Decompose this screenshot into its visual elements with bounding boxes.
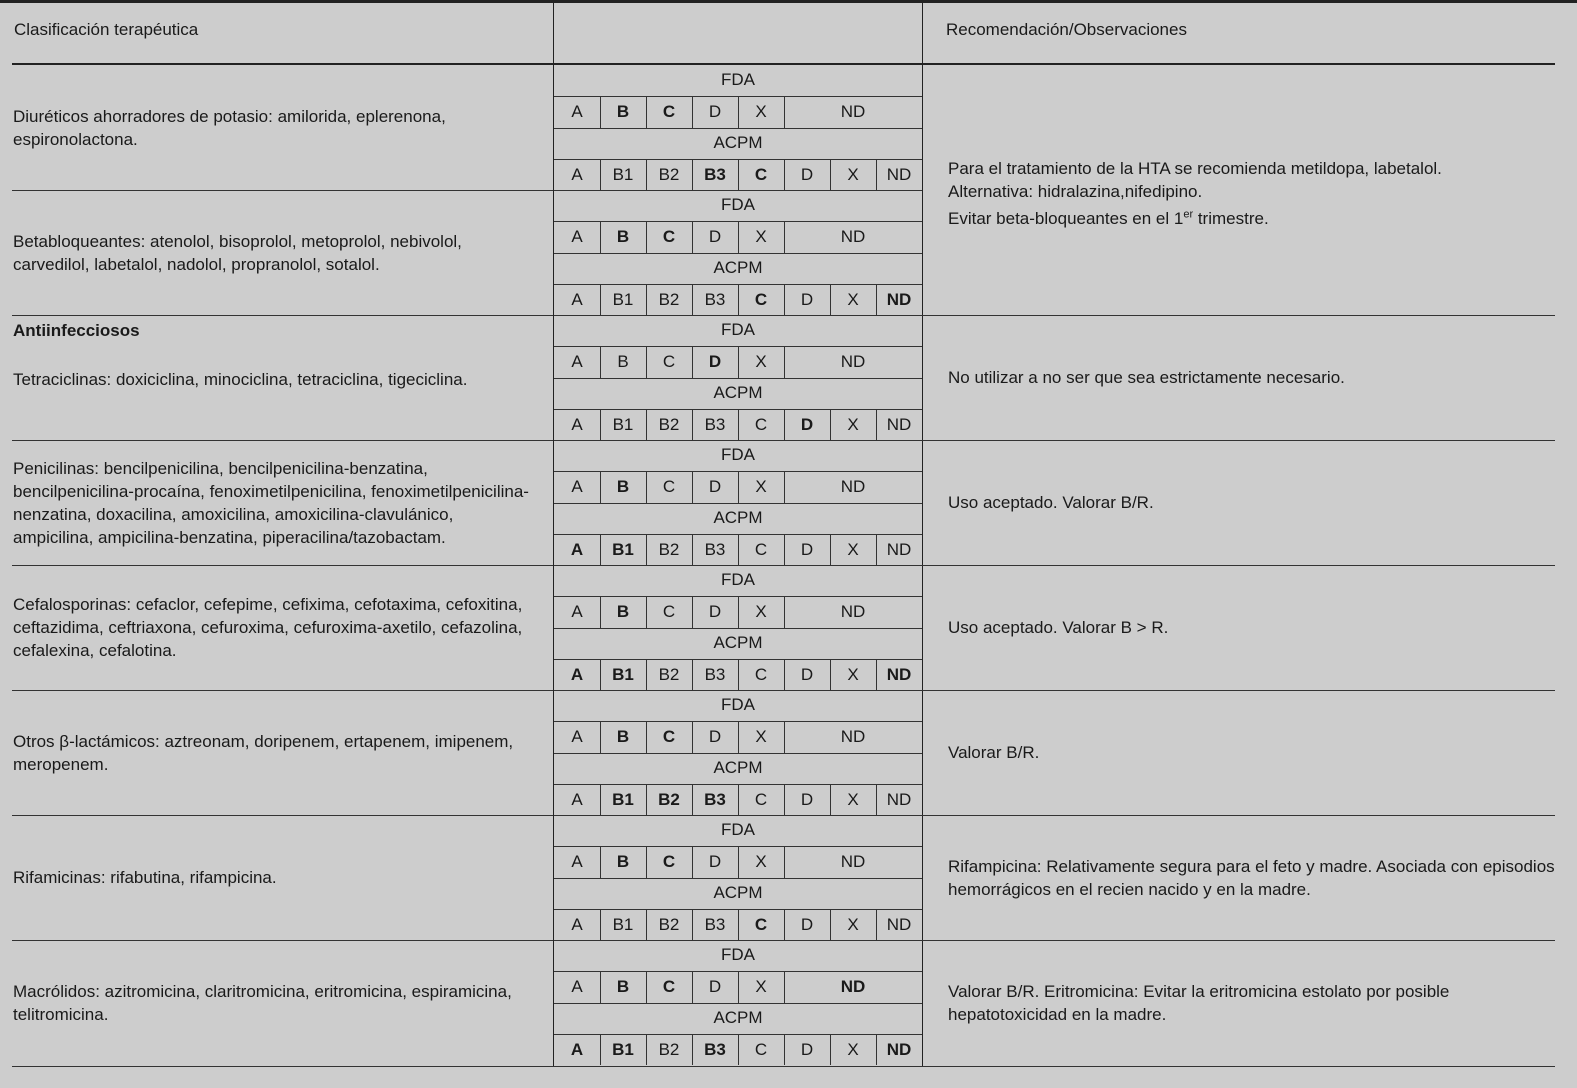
acpm-label: ACPM <box>713 383 763 402</box>
grid-line <box>830 284 831 315</box>
grid-line <box>692 971 693 1003</box>
pregnancy-category-grid <box>554 690 922 815</box>
acpm-category-cell: X <box>847 540 859 559</box>
fda-category-cell: X <box>755 977 767 996</box>
recommendation-text: Rifampicina: Relativamente segura para el feto y madre. Asociada con episodios hemorrágicos en el recien nacido y en la madre. <box>948 857 1555 899</box>
fda-category-cell: C <box>662 477 676 496</box>
grid-line <box>784 409 785 440</box>
acpm-category-cell: B2 <box>658 1040 680 1059</box>
acpm-category-cell: B3 <box>704 665 726 684</box>
pregnancy-category-grid <box>554 565 922 690</box>
acpm-category-cell: X <box>847 165 859 184</box>
grid-line <box>738 721 739 753</box>
table-row <box>0 315 1577 440</box>
grid-line <box>784 784 785 815</box>
acpm-category-cell: B1 <box>612 540 634 559</box>
grid-line <box>646 96 647 128</box>
grid-line <box>784 221 785 253</box>
grid-line <box>692 471 693 503</box>
fda-category-cell: X <box>755 727 767 746</box>
fda-label: FDA <box>721 695 755 714</box>
table-row <box>0 940 1577 1065</box>
grid-line <box>876 784 877 815</box>
grid-line <box>692 346 693 378</box>
fda-category-cell: A <box>571 727 583 746</box>
acpm-category-cell: X <box>847 915 859 934</box>
grid-line <box>554 253 922 254</box>
recommendation-text: Valorar B/R. Eritromicina: Evitar la eritromicina estolato por posible hepatotoxicidad en la madre. <box>948 982 1450 1024</box>
drug-classification-text: Penicilinas: bencilpenicilina, bencilpenicilina-benzatina, bencilpenicilina-procaína, fenoximetilpenicilina, fenoximetilpenicilina- nenzatina, doxacilina, amoxicilina, amoxicilina-clavulánico, ampicilina, ampicilina-benzatina, piperacilina/tazobactam. <box>13 459 529 547</box>
grid-line <box>692 159 693 190</box>
table-row <box>0 690 1577 815</box>
grid-line <box>784 659 785 690</box>
recommendation-text: Uso aceptado. Valorar B/R. <box>948 493 1154 512</box>
acpm-category-cell: ND <box>886 415 912 434</box>
grid-line <box>600 1034 601 1065</box>
acpm-category-cell: B2 <box>658 915 680 934</box>
fda-category-cell: C <box>662 977 676 996</box>
recommendation-text: No utilizar a no ser que sea estrictamente necesario. <box>948 368 1345 387</box>
acpm-category-cell: A <box>571 415 583 434</box>
grid-line <box>784 471 785 503</box>
fda-label: FDA <box>721 320 755 339</box>
fda-label: FDA <box>721 445 755 464</box>
pregnancy-category-grid <box>554 315 922 440</box>
fda-category-cell: X <box>755 602 767 621</box>
fda-category-cell: D <box>708 977 722 996</box>
fda-category-cell: ND <box>840 227 866 246</box>
grid-line <box>876 409 877 440</box>
grid-line <box>738 909 739 940</box>
grid-line <box>600 159 601 190</box>
acpm-category-cell: D <box>800 540 814 559</box>
acpm-category-cell: ND <box>886 290 912 309</box>
grid-line <box>784 346 785 378</box>
fda-category-cell: C <box>662 352 676 371</box>
acpm-category-cell: B3 <box>704 290 726 309</box>
grid-line <box>600 534 601 565</box>
grid-line <box>784 596 785 628</box>
grid-line <box>600 221 601 253</box>
acpm-category-cell: A <box>570 1040 584 1059</box>
grid-line <box>646 221 647 253</box>
grid-line <box>784 159 785 190</box>
acpm-category-cell: B1 <box>612 790 634 809</box>
grid-line <box>692 1034 693 1065</box>
acpm-category-cell: B2 <box>658 665 680 684</box>
fda-category-cell: D <box>708 727 722 746</box>
acpm-label: ACPM <box>713 633 763 652</box>
acpm-category-cell: A <box>571 165 583 184</box>
table-row <box>0 565 1577 690</box>
recom-htn-line3: Evitar beta-bloqueantes en el 1er trimestre. <box>948 208 1269 228</box>
acpm-category-cell: B3 <box>704 790 726 809</box>
grid-line <box>646 659 647 690</box>
acpm-category-cell: ND <box>886 790 912 809</box>
acpm-category-cell: D <box>800 665 814 684</box>
grid-line <box>646 346 647 378</box>
fda-category-cell: B <box>616 977 630 996</box>
acpm-category-cell: A <box>571 915 583 934</box>
grid-line <box>646 1034 647 1065</box>
grid-line <box>738 471 739 503</box>
grid-line <box>784 909 785 940</box>
grid-line <box>646 846 647 878</box>
acpm-category-cell: B2 <box>658 415 680 434</box>
acpm-category-cell: B1 <box>612 165 634 184</box>
header-recomendacion: Recomendación/Observaciones <box>946 20 1187 39</box>
acpm-category-cell: D <box>800 915 814 934</box>
recom-htn-line2: Alternativa: hidralazina,nifedipino. <box>948 182 1203 201</box>
grid-line <box>784 721 785 753</box>
drug-classification-text: Tetraciclinas: doxiciclina, minociclina, tetraciclina, tigeciclina. <box>13 370 468 389</box>
acpm-category-cell: B1 <box>612 290 634 309</box>
fda-label: FDA <box>721 570 755 589</box>
grid-line <box>646 284 647 315</box>
fda-category-cell: X <box>755 852 767 871</box>
grid-line <box>738 596 739 628</box>
fda-category-cell: ND <box>840 852 866 871</box>
acpm-category-cell: ND <box>886 1040 912 1059</box>
grid-line <box>692 221 693 253</box>
grid-line <box>830 409 831 440</box>
grid-line <box>554 128 922 129</box>
acpm-category-cell: B1 <box>612 415 634 434</box>
grid-line <box>738 221 739 253</box>
fda-category-cell: ND <box>840 477 866 496</box>
grid-line <box>646 909 647 940</box>
drug-classification-text: Otros β-lactámicos: aztreonam, doripenem, ertapenem, imipenem, meropenem. <box>13 732 514 774</box>
fda-category-cell: ND <box>840 352 866 371</box>
grid-line <box>692 909 693 940</box>
acpm-category-cell: B1 <box>612 915 634 934</box>
grid-line <box>738 971 739 1003</box>
grid-line <box>646 409 647 440</box>
fda-category-cell: B <box>616 102 630 121</box>
fda-category-cell: A <box>571 102 583 121</box>
fda-label: FDA <box>721 820 755 839</box>
grid-line <box>784 534 785 565</box>
grid-line <box>554 753 922 754</box>
drug-classification-text: Diuréticos ahorradores de potasio: amilorida, eplerenona, espironolactona. <box>13 107 446 149</box>
acpm-category-cell: D <box>800 290 814 309</box>
grid-line <box>554 503 922 504</box>
acpm-category-cell: D <box>800 790 814 809</box>
grid-line <box>600 596 601 628</box>
grid-line <box>646 596 647 628</box>
fda-category-cell: ND <box>840 102 866 121</box>
fda-category-cell: ND <box>840 977 866 996</box>
grid-line <box>738 846 739 878</box>
drug-classification-text: Macrólidos: azitromicina, claritromicina, eritromicina, espiramicina, telitromicina. <box>13 982 512 1024</box>
fda-category-cell: X <box>755 477 767 496</box>
acpm-category-cell: B1 <box>612 665 634 684</box>
acpm-category-cell: D <box>800 165 814 184</box>
grid-line <box>738 659 739 690</box>
fda-category-cell: X <box>755 227 767 246</box>
fda-category-cell: D <box>708 352 722 371</box>
grid-line <box>830 659 831 690</box>
grid-line <box>646 471 647 503</box>
acpm-category-cell: A <box>571 290 583 309</box>
grid-line <box>876 1034 877 1065</box>
acpm-category-cell: B3 <box>704 1040 726 1059</box>
table-top-rule <box>0 0 1577 3</box>
acpm-category-cell: C <box>754 165 768 184</box>
acpm-category-cell: C <box>754 415 768 434</box>
grid-line <box>738 284 739 315</box>
pregnancy-category-grid <box>554 440 922 565</box>
acpm-category-cell: C <box>754 915 768 934</box>
grid-line <box>738 1034 739 1065</box>
recommendation-htn <box>948 157 1558 230</box>
fda-label: FDA <box>721 195 755 214</box>
acpm-category-cell: ND <box>886 665 912 684</box>
grid-line <box>784 1034 785 1065</box>
acpm-category-cell: B2 <box>658 790 680 809</box>
acpm-category-cell: C <box>754 665 768 684</box>
acpm-category-cell: B2 <box>658 540 680 559</box>
acpm-category-cell: B3 <box>704 915 726 934</box>
grid-line <box>646 784 647 815</box>
pregnancy-category-grid <box>554 815 922 940</box>
table-row <box>0 440 1577 565</box>
fda-category-cell: A <box>571 352 583 371</box>
acpm-category-cell: ND <box>886 165 912 184</box>
grid-line <box>692 596 693 628</box>
grid-line <box>830 159 831 190</box>
fda-category-cell: B <box>616 852 630 871</box>
grid-line <box>738 346 739 378</box>
grid-line <box>830 1034 831 1065</box>
grid-line <box>692 284 693 315</box>
grid-line <box>692 409 693 440</box>
drug-classification-text: Cefalosporinas: cefaclor, cefepime, cefixima, cefotaxima, cefoxitina, ceftazidima, ceftriaxona, cefuroxima, cefuroxima-axetilo, cefazolina, cefalexina, cefalotina. <box>13 595 523 660</box>
fda-label: FDA <box>721 945 755 964</box>
acpm-category-cell: ND <box>886 915 912 934</box>
grid-line <box>646 159 647 190</box>
acpm-category-cell: C <box>754 290 768 309</box>
recommendation-text: Valorar B/R. <box>948 743 1040 762</box>
fda-category-cell: X <box>755 352 767 371</box>
acpm-category-cell: B2 <box>658 165 680 184</box>
fda-category-cell: C <box>662 602 676 621</box>
acpm-label: ACPM <box>713 758 763 777</box>
grid-line <box>600 346 601 378</box>
grid-line <box>554 378 922 379</box>
grid-line <box>830 534 831 565</box>
acpm-category-cell: X <box>847 790 859 809</box>
fda-category-cell: A <box>571 977 583 996</box>
recommendation-text: Uso aceptado. Valorar B > R. <box>948 618 1169 637</box>
grid-line <box>600 971 601 1003</box>
fda-category-cell: D <box>708 102 722 121</box>
grid-line <box>600 409 601 440</box>
pregnancy-category-grid <box>554 940 922 1065</box>
grid-line <box>784 846 785 878</box>
drug-classification-text: Betabloqueantes: atenolol, bisoprolol, metoprolol, nebivolol, carvedilol, labetalol, nadolol, propranolol, sotalol. <box>13 232 462 274</box>
recom-htn-line1: Para el tratamiento de la HTA se recomienda metildopa, labetalol. <box>948 159 1442 178</box>
fda-category-cell: C <box>662 727 676 746</box>
grid-line <box>738 534 739 565</box>
acpm-category-cell: X <box>847 1040 859 1059</box>
grid-line <box>692 721 693 753</box>
grid-line <box>692 659 693 690</box>
acpm-category-cell: B3 <box>704 415 726 434</box>
grid-line <box>600 846 601 878</box>
acpm-label: ACPM <box>713 883 763 902</box>
grid-line <box>646 534 647 565</box>
fda-category-cell: X <box>755 102 767 121</box>
grid-line <box>830 909 831 940</box>
fda-category-cell: B <box>616 227 630 246</box>
grid-line <box>738 159 739 190</box>
header-clasificacion: Clasificación terapéutica <box>14 20 199 39</box>
pregnancy-category-grid <box>554 65 922 190</box>
fda-category-cell: ND <box>840 602 866 621</box>
grid-line <box>738 96 739 128</box>
fda-category-cell: C <box>662 102 676 121</box>
acpm-label: ACPM <box>713 508 763 527</box>
grid-line <box>600 284 601 315</box>
acpm-category-cell: A <box>570 540 584 559</box>
fda-label: FDA <box>721 70 755 89</box>
acpm-category-cell: B3 <box>704 540 726 559</box>
grid-line <box>876 534 877 565</box>
grid-line <box>600 909 601 940</box>
grid-line <box>692 96 693 128</box>
acpm-category-cell: ND <box>886 540 912 559</box>
fda-category-cell: B <box>617 352 629 371</box>
grid-line <box>554 878 922 879</box>
acpm-category-cell: X <box>847 665 859 684</box>
fda-category-cell: D <box>708 477 722 496</box>
drug-classification-text: Rifamicinas: rifabutina, rifampicina. <box>13 868 277 887</box>
fda-category-cell: B <box>616 602 630 621</box>
acpm-category-cell: X <box>847 415 859 434</box>
fda-category-cell: A <box>571 602 583 621</box>
acpm-category-cell: A <box>570 665 584 684</box>
grid-line <box>554 628 922 629</box>
acpm-label: ACPM <box>713 258 763 277</box>
grid-line <box>646 721 647 753</box>
fda-category-cell: D <box>708 602 722 621</box>
acpm-category-cell: C <box>754 790 768 809</box>
fda-category-cell: D <box>708 852 722 871</box>
fda-category-cell: C <box>662 227 676 246</box>
grid-line <box>554 1003 922 1004</box>
grid-line <box>830 784 831 815</box>
acpm-category-cell: B3 <box>704 165 726 184</box>
acpm-category-cell: D <box>800 415 814 434</box>
grid-line <box>738 409 739 440</box>
grid-line <box>692 846 693 878</box>
acpm-category-cell: C <box>754 1040 768 1059</box>
fda-category-cell: D <box>708 227 722 246</box>
pregnancy-category-grid <box>554 190 922 315</box>
grid-line <box>646 971 647 1003</box>
grid-line <box>784 971 785 1003</box>
acpm-category-cell: C <box>754 540 768 559</box>
acpm-label: ACPM <box>713 1008 763 1027</box>
acpm-category-cell: X <box>847 290 859 309</box>
fda-category-cell: ND <box>840 727 866 746</box>
grid-line <box>600 471 601 503</box>
grid-line <box>784 96 785 128</box>
acpm-category-cell: D <box>800 1040 814 1059</box>
grid-line <box>876 284 877 315</box>
fda-category-cell: B <box>616 727 630 746</box>
grid-line <box>876 659 877 690</box>
grid-line <box>600 721 601 753</box>
grid-line <box>692 784 693 815</box>
table-row <box>0 815 1577 940</box>
acpm-category-cell: B1 <box>612 1040 634 1059</box>
grid-line <box>600 784 601 815</box>
grid-line <box>876 909 877 940</box>
grid-line <box>600 659 601 690</box>
fda-category-cell: B <box>616 477 630 496</box>
grid-line <box>692 534 693 565</box>
section-title: Antiinfecciosos <box>13 321 140 340</box>
acpm-label: ACPM <box>713 133 763 152</box>
fda-category-cell: A <box>571 227 583 246</box>
acpm-category-cell: A <box>571 790 583 809</box>
table-bottom-rule <box>12 1066 1555 1067</box>
fda-category-cell: A <box>571 477 583 496</box>
fda-category-cell: A <box>571 852 583 871</box>
grid-line <box>738 784 739 815</box>
grid-line <box>876 159 877 190</box>
fda-category-cell: C <box>662 852 676 871</box>
grid-line <box>600 96 601 128</box>
acpm-category-cell: B2 <box>658 290 680 309</box>
grid-line <box>784 284 785 315</box>
